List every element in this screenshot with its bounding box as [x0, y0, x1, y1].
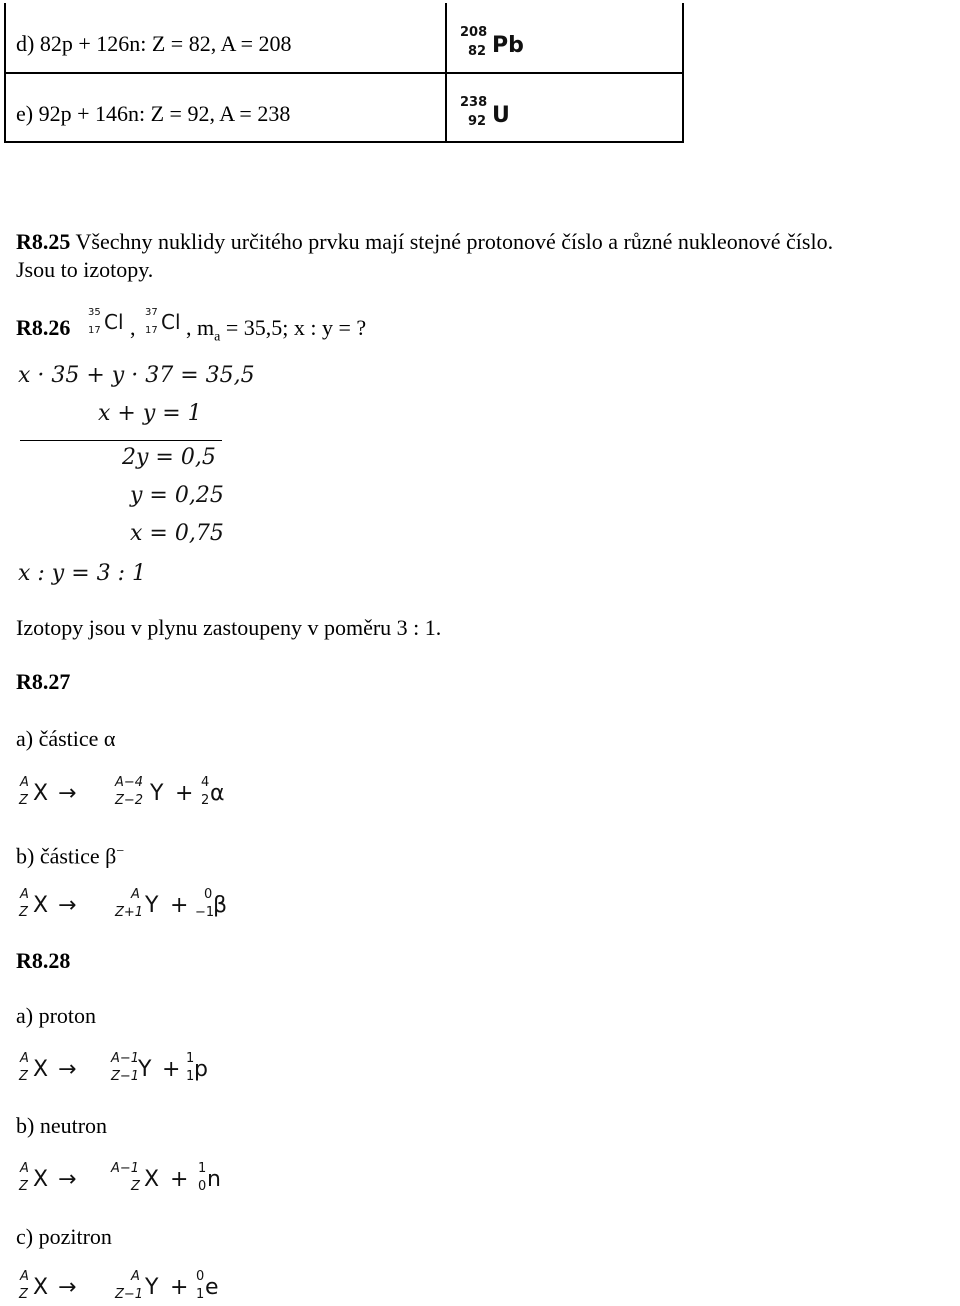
eq-alpha-Y: Y [150, 781, 164, 806]
eq-neutron-emitA: 1 [198, 1161, 207, 1176]
equation-proton [18, 1051, 208, 1086]
calc-line-3: 2y = 0,5 [122, 445, 216, 470]
eq-proton-Y: Y [138, 1057, 152, 1082]
eq-positron-particle: e [205, 1275, 219, 1300]
eq-proton-emitA: 1 [186, 1051, 195, 1066]
eq-beta-productA: A [131, 887, 140, 902]
table-row-d-text: d) 82p + 126n: Z = 82, A = 208 [16, 31, 292, 56]
eq-proton-X: X [33, 1057, 49, 1082]
eq-proton-particle: p [194, 1057, 208, 1082]
r825-text-line1: Všechny nuklidy určitého prvku mají stejné protonové číslo a různé nukleonové číslo. [75, 229, 834, 254]
equation-beta [18, 887, 228, 922]
eq-beta-A: A [20, 887, 29, 902]
arrow-icon: → [58, 1057, 77, 1082]
eq-alpha-productZ: Z−2 [115, 793, 144, 808]
nuclide-cl37-atomic: 17 [145, 325, 158, 336]
eq-alpha-A: A [20, 775, 29, 790]
table-border-bottom [4, 141, 684, 143]
arrow-icon: → [58, 1275, 77, 1300]
r826-given [186, 315, 366, 350]
table-row-divider [4, 72, 684, 74]
eq-beta-Z: Z [19, 905, 28, 920]
eq-positron-Z: Z [19, 1287, 28, 1302]
nuclide-pb-atomic: 82 [468, 44, 487, 59]
equation-positron [18, 1270, 218, 1304]
calc-divider [20, 440, 222, 441]
calc-line-5: x = 0,75 [130, 521, 224, 546]
nuclide-u-atomic: 92 [468, 114, 487, 129]
eq-proton-productZ: Z−1 [111, 1069, 140, 1084]
eq-beta-plus: + [170, 893, 189, 918]
eq-beta-productZ: Z+1 [115, 905, 144, 920]
calc-line-4: y = 0,25 [130, 483, 224, 508]
eq-positron-emitZ: 1 [196, 1287, 205, 1302]
equation-neutron [18, 1161, 221, 1196]
arrow-icon: → [58, 781, 77, 806]
eq-neutron-productA: A−1 [111, 1161, 140, 1176]
nuclide-cl35-atomic: 17 [88, 325, 101, 336]
eq-positron-emitA: 0 [196, 1269, 205, 1284]
eq-positron-productA: A [131, 1269, 140, 1284]
nuclide-cl35 [88, 307, 132, 339]
eq-positron-X: X [33, 1275, 49, 1300]
eq-alpha-plus: + [175, 781, 194, 806]
arrow-icon: → [58, 1167, 77, 1192]
eq-neutron-plus: + [170, 1167, 189, 1192]
eq-beta-emitA: 0 [204, 887, 213, 902]
r828-label: R8.28 [16, 948, 71, 973]
eq-alpha-emitA: 4 [201, 775, 210, 790]
eq-positron-plus: + [170, 1275, 189, 1300]
r827-b-label [16, 839, 124, 869]
eq-proton-plus: + [162, 1057, 181, 1082]
nuclide-cl37 [145, 307, 189, 339]
r827-a-label: a) částice α [16, 726, 116, 751]
r825-paragraph [16, 229, 833, 255]
eq-positron-Y: Y [145, 1275, 159, 1300]
r826-ma-pre: , m [186, 315, 215, 340]
eq-alpha-emitZ: 2 [201, 793, 210, 808]
eq-beta-particle: β [213, 893, 228, 918]
r827-b-sup: − [116, 844, 125, 859]
r826-ma-post: = 35,5; x : y = ? [220, 315, 367, 340]
calc-line-1: x · 35 + y · 37 = 35,5 [18, 363, 255, 388]
calc-result: x : y = 3 : 1 [18, 561, 147, 586]
r826-label: R8.26 [16, 315, 71, 340]
eq-proton-A: A [20, 1051, 29, 1066]
nuclide-cl37-symbol: Cl [161, 310, 181, 334]
nuclide-u-symbol: U [492, 103, 510, 128]
eq-neutron-productZ: Z [131, 1179, 140, 1194]
eq-neutron-emitZ: 0 [198, 1179, 207, 1194]
nuclide-u-mass: 238 [460, 95, 488, 110]
r828-a-label: a) proton [16, 1003, 97, 1028]
table-row-e-text: e) 92p + 146n: Z = 92, A = 238 [16, 101, 291, 126]
calc-line-2: x + y = 1 [98, 401, 202, 426]
nuclide-cl37-mass: 37 [145, 307, 158, 318]
eq-neutron-X: X [33, 1167, 49, 1192]
eq-proton-productA: A−1 [111, 1051, 140, 1066]
arrow-icon: → [58, 893, 77, 918]
eq-alpha-X: X [33, 781, 49, 806]
nuclide-u [460, 96, 520, 136]
eq-proton-emitZ: 1 [186, 1069, 195, 1084]
eq-positron-A: A [20, 1269, 29, 1284]
eq-neutron-particle: n [207, 1167, 221, 1192]
nuclide-cl35-symbol: Cl [104, 310, 124, 334]
eq-beta-X: X [33, 893, 49, 918]
eq-alpha-productA: A−4 [115, 775, 144, 790]
eq-alpha-particle: α [210, 781, 225, 806]
r826-ma-sub: a [214, 329, 221, 345]
r825-label: R8.25 [16, 229, 71, 254]
r825-text-line2: Jsou to izotopy. [16, 257, 154, 282]
equation-alpha [18, 775, 225, 810]
r828-c-label: c) pozitron [16, 1224, 112, 1249]
r826-conclusion: Izotopy jsou v plynu zastoupeny v poměru 3 : 1. [16, 615, 442, 640]
nuclide-pb-mass: 208 [460, 25, 488, 40]
eq-beta-Y: Y [145, 893, 159, 918]
r827-b-text: b) částice β [16, 843, 117, 869]
eq-neutron-Y: X [144, 1167, 160, 1192]
nuclide-pb-symbol: Pb [492, 33, 524, 58]
nuclide-cl35-mass: 35 [88, 307, 101, 318]
eq-neutron-A: A [20, 1161, 29, 1176]
r828-b-label: b) neutron [16, 1113, 108, 1138]
eq-neutron-Z: Z [19, 1179, 28, 1194]
r826-comma: , [130, 315, 136, 340]
r827-label: R8.27 [16, 669, 71, 694]
eq-alpha-Z: Z [19, 793, 28, 808]
eq-positron-productZ: Z−1 [115, 1287, 144, 1302]
eq-beta-emitZ: −1 [195, 905, 215, 920]
eq-proton-Z: Z [19, 1069, 28, 1084]
nuclide-pb [460, 26, 530, 66]
